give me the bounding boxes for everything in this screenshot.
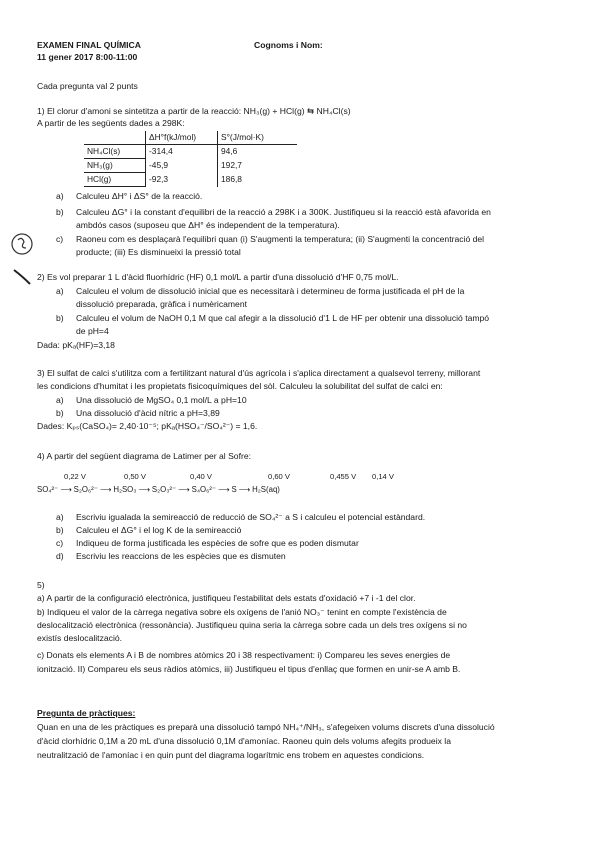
table-cell: 192,7 [221, 160, 242, 170]
q1-data-intro: A partir de les següents dades a 298K: [37, 118, 185, 128]
table-cell: NH₃(g) [84, 159, 146, 173]
q2-part-a-line2: dissolució preparada, gràfica i numèricament [76, 299, 248, 309]
q4-intro: 4) A partir del següent diagrama de Latimer per al Sofre: [37, 451, 252, 461]
q5-number: 5) [37, 580, 45, 590]
q4-part-d: Escriviu les reaccions de les espècies que es dismuten [76, 551, 286, 561]
q3-part-b: Una dissolució d'àcid nítric a pH=3,89 [76, 408, 220, 418]
q4-part-b: Calculeu el ΔG° i el log K de la semireacció [76, 525, 242, 535]
table-row [84, 145, 297, 159]
q3-data: Dades: Kₚₛ(CaSO₄)= 2,40·10⁻⁵; pKₐ(HSO₄⁻/SO₄²⁻) = 1,6. [37, 421, 258, 431]
q1-part-c-line1: Raoneu com es desplaçarà l'equilibri quan (i) S'augmenti la temperatura; (ii) S'augmenti la concentració del [76, 234, 485, 244]
item-letter: c) [56, 234, 64, 244]
item-letter: b) [56, 207, 64, 217]
name-label: Cognoms i Nom: [254, 40, 323, 50]
q2-part-b-line1: Calculeu el volum de NaOH 0,1 M que cal afegir a la dissolució d'1 L de HF per obtenir una dissolució tampó [76, 313, 490, 323]
table-row [84, 159, 297, 173]
item-letter: b) [56, 408, 64, 418]
q1-part-b-line2: ambdós casos (suposeu que ΔH° és independent de la temperatura). [76, 220, 340, 230]
table-cell: NH₄Cl(s) [84, 145, 146, 159]
q1-part-a: Calculeu ΔH° i ΔS° de la reacció. [76, 191, 203, 201]
latimer-potential: 0,14 V [372, 472, 394, 481]
item-letter: b) [56, 525, 64, 535]
table-row [84, 173, 297, 187]
table-cell: 186,8 [221, 174, 242, 184]
table-cell: -45,9 [146, 159, 218, 173]
q2-part-b-line2: de pH=4 [76, 326, 109, 336]
latimer-potential: 0,40 V [190, 472, 212, 481]
exam-date: 11 gener 2017 8:00-11:00 [37, 52, 138, 62]
practice-title: Pregunta de pràctiques: [37, 708, 136, 718]
q3-part-a: Una dissolució de MgSO₄ 0,1 mol/L a pH=10 [76, 395, 247, 405]
item-letter: a) [56, 286, 64, 296]
table-header-row [84, 131, 297, 145]
q2-data: Dada: pKₐ(HF)=3,18 [37, 340, 115, 350]
latimer-potential: 0,50 V [124, 472, 146, 481]
latimer-potential: 0,60 V [268, 472, 290, 481]
table-header-cell: ΔH°f(kJ/mol) [146, 131, 218, 145]
q3-intro-line1: 3) El sulfat de calci s'utilitza com a fertilitzant natural d'ús agrícola i s'aplica directament a qualsevol terreny, millorant [37, 368, 481, 378]
table-cell: HCl(g) [84, 173, 146, 187]
item-letter: a) [56, 512, 64, 522]
q3-intro-line2: les condicions d'humitat i les propietats fisicoquímiques del sòl. Calculeu la solubilitat del sulfat de calci en: [37, 381, 443, 391]
q2-intro: 2) Es vol preparar 1 L d'àcid fluorhídric (HF) 0,1 mol/L a partir d'una dissolució d'HF 0,75 mol/L. [37, 272, 399, 282]
q5-part-b-line1: b) Indiqueu el valor de la càrrega negativa sobre els oxígens de l'anió NO₃⁻ tenint en compte l'existència de [37, 607, 447, 617]
table-header-cell: S°(J/mol·K) [218, 131, 298, 145]
q5-part-b-line2: deslocalització electrònica (ressonància). Justifiqueu quina seria la càrrega sobre cada un dels tres oxígens si no [37, 620, 467, 630]
table-header-cell [84, 131, 146, 145]
item-letter: c) [56, 538, 64, 548]
q1-part-c-line2: producte; (iii) Es disminueixi la pressió total [76, 247, 241, 257]
q1-intro: 1) El clorur d'amoni se sintetitza a partir de la reacció: NH₃(g) + HCl(g) ⇆ NH₄Cl(s) [37, 106, 351, 116]
latimer-potential: 0,22 V [64, 472, 86, 481]
latimer-species-chain: SO₄²⁻ ⟶ S₂O₆²⁻ ⟶ H₂SO₃ ⟶ S₂O₃²⁻ ⟶ S₄O₆²⁻ ⟶ S ⟶ H₂S(aq) [37, 485, 280, 494]
handwritten-grade-mark [8, 226, 36, 286]
item-letter: d) [56, 551, 64, 561]
practice-line3: neutralització de l'amoníac i en quin punt del diagrama logarítmic ens trobem en aquestes condicions. [37, 750, 425, 760]
points-note: Cada pregunta val 2 punts [37, 81, 138, 91]
item-letter: a) [56, 395, 64, 405]
q5-part-a: a) A partir de la configuració electrònica, justifiqueu l'estabilitat dels estats d'oxidació +7 i -1 del clor. [37, 593, 416, 603]
table-cell: 94,6 [221, 146, 238, 157]
item-letter: b) [56, 313, 64, 323]
item-letter: a) [56, 191, 64, 201]
q5-part-b-line3: existís deslocalització. [37, 633, 123, 643]
thermo-table [84, 131, 297, 187]
q1-part-b-line1: Calculeu ΔG° i la constant d'equilibri de la reacció a 298K i a 300K. Justifiqueu si la reacció està afavorida en [76, 207, 491, 217]
q5-part-c-line2: ionització. II) Compareu els seus ràdios atòmics, iii) Justifiqueu el tipus d'enllaç que formen en unir-se A amb B. [37, 664, 461, 674]
latimer-potential: 0,455 V [330, 472, 357, 481]
practice-line1: Quan en una de les pràctiques es preparà una dissolució tampó NH₄⁺/NH₃, s'afegeixen volums discrets d'una dissolució [37, 722, 495, 732]
q4-part-c: Indiqueu de forma justificada les espècies de sofre que es poden dismutar [76, 538, 359, 548]
practice-line2: d'àcid clorhídric 0,1M a 20 mL d'una dissolució 0,1M d'amoníac. Raoneu quin dels volums afegits produeix la [37, 736, 451, 746]
table-cell: -92,3 [146, 173, 218, 187]
q5-part-c-line1: c) Donats els elements A i B de nombres atòmics 20 i 38 respectivament: i) Compareu les seves energies de [37, 650, 451, 660]
exam-title: EXAMEN FINAL QUÍMICA [37, 40, 141, 50]
q4-part-a: Escriviu igualada la semireacció de reducció de SO₄²⁻ a S i calculeu el potencial estàndard. [76, 512, 426, 522]
table-cell: -314,4 [146, 145, 218, 159]
q2-part-a-line1: Calculeu el volum de dissolució inicial que es necessitarà i determineu de forma justificada el pH de la [76, 286, 465, 296]
